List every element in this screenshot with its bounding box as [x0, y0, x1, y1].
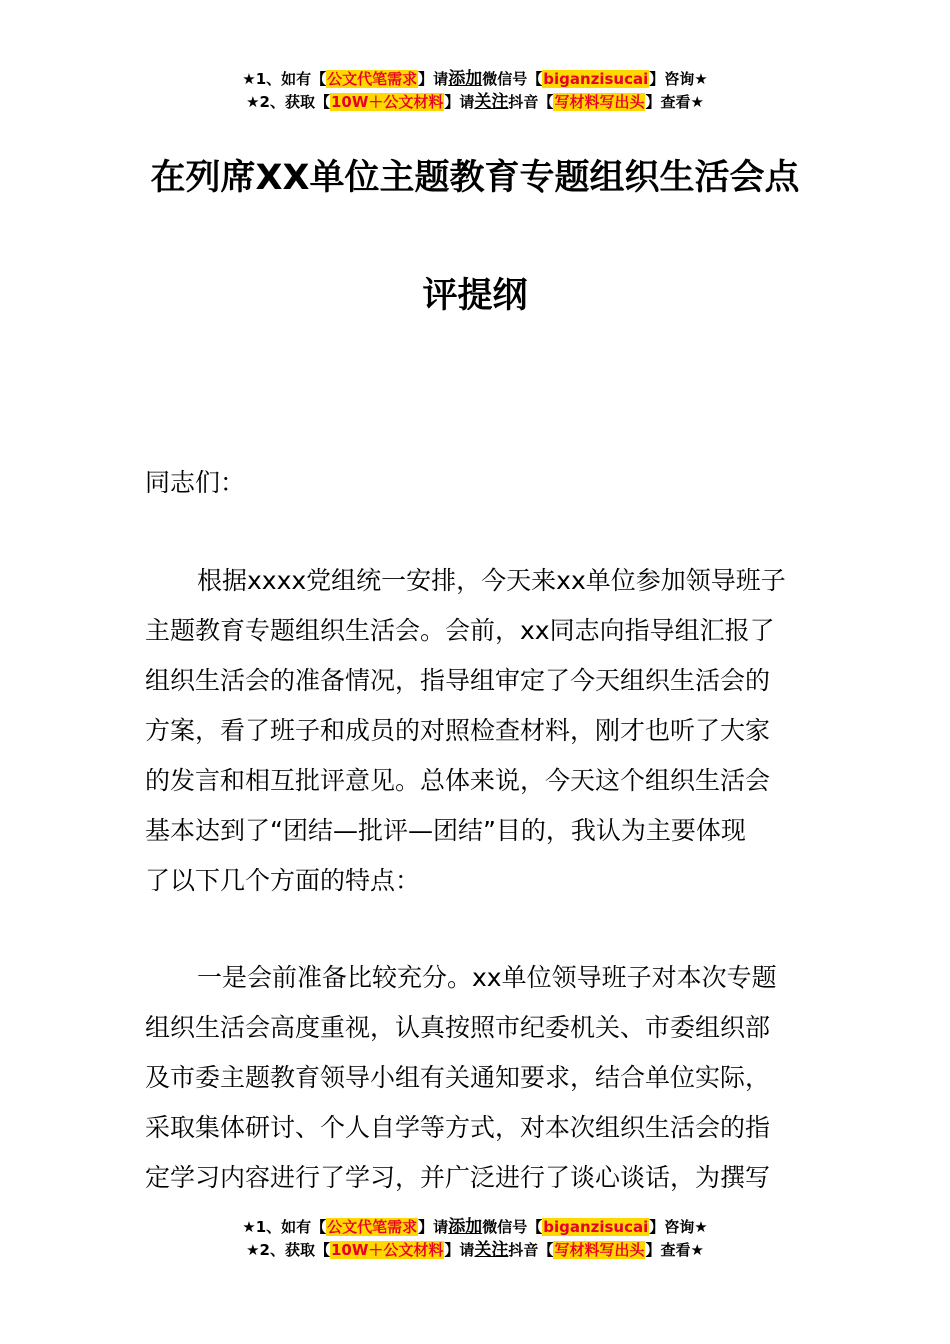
- paragraph-line: 组织生活会的准备情况，指导组审定了今天组织生活会的: [145, 666, 771, 695]
- paragraph-line: 采取集体研讨、个人自学等方式，对本次组织生活会的指: [145, 1113, 771, 1142]
- paragraph-line: 方案，看了班子和成员的对照检查材料，刚才也听了大家: [145, 716, 771, 745]
- highlight-wechat-id: biganzisucai: [543, 1218, 649, 1236]
- banner-line-1: ★1、如有【公文代笔需求】请添加微信号【biganzisucai】咨询★: [242, 69, 708, 89]
- highlight-service: 公文代笔需求: [327, 70, 418, 88]
- paragraph-line: 主题教育专题组织生活会。会前，xx同志向指导组汇报了: [145, 616, 775, 645]
- paragraph-line: 定学习内容进行了学习，并广泛进行了谈心谈话，为撰写: [145, 1163, 771, 1192]
- footer-banner: [0, 1216, 950, 1262]
- paragraph-line: 及市委主题教育领导小组有关通知要求，结合单位实际，: [145, 1063, 771, 1092]
- paragraph-line: 一是会前准备比较充分。xx单位领导班子对本次专题: [197, 963, 777, 992]
- paragraph-line: 根据xxxx党组统一安排，今天来xx单位参加领导班子: [197, 566, 786, 595]
- highlight-douyin-account: 写材料写出头: [554, 1241, 645, 1259]
- highlight-douyin-account: 写材料写出头: [554, 93, 645, 111]
- highlight-service: 公文代笔需求: [327, 1218, 418, 1236]
- document-title-line-2: 评提纲: [422, 276, 528, 316]
- highlight-materials: 10W＋公文材料: [330, 1241, 444, 1259]
- banner-line-2: ★2、获取【10W＋公文材料】请关注抖音【写材料写出头】查看★: [246, 1240, 704, 1260]
- paragraph-line: 组织生活会高度重视，认真按照市纪委机关、市委组织部: [145, 1013, 771, 1042]
- salutation: 同志们：: [145, 468, 246, 497]
- paragraph-line: 基本达到了“团结—批评—团结”目的，我认为主要体现: [145, 816, 746, 845]
- paragraph-2: [145, 953, 810, 1203]
- paragraph-line: 了以下几个方面的特点：: [145, 866, 421, 895]
- highlight-wechat-id: biganzisucai: [543, 70, 649, 88]
- banner-line-2: ★2、获取【10W＋公文材料】请关注抖音【写材料写出头】查看★: [246, 92, 704, 112]
- highlight-materials: 10W＋公文材料: [330, 93, 444, 111]
- document-title-line-1: 在列席XX单位主题教育专题组织生活会点: [150, 158, 800, 198]
- paragraph-line: 的发言和相互批评意见。总体来说，今天这个组织生活会: [145, 766, 771, 795]
- paragraph-1: [145, 556, 810, 906]
- header-banner: [0, 68, 950, 114]
- banner-line-1: ★1、如有【公文代笔需求】请添加微信号【biganzisucai】咨询★: [242, 1217, 708, 1237]
